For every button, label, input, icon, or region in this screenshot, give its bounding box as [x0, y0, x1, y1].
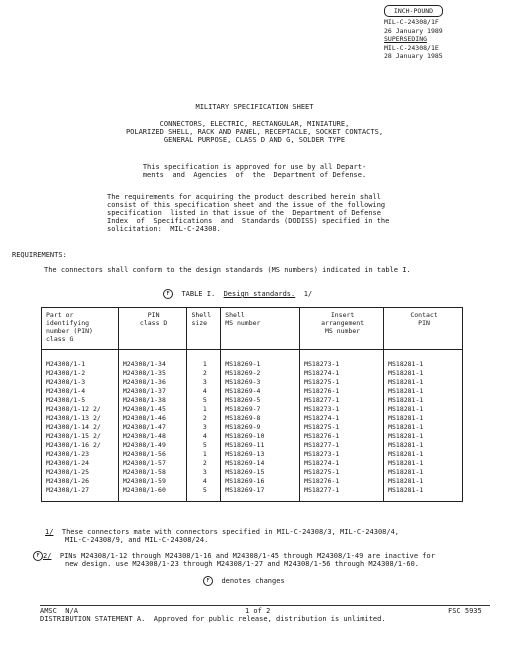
- table-row: [42, 396, 463, 405]
- cell-shell-size: 4: [187, 477, 221, 486]
- table-row: [42, 423, 463, 432]
- cell-pin-class-d: M24308/1-56: [118, 450, 187, 459]
- acquisition-line-4: Index of Specifications and Standards (DODISS) specified in the: [107, 217, 390, 225]
- cell-pin-class-d: M24308/1-35: [118, 369, 187, 378]
- header-contact-pin: Contact PIN: [384, 308, 463, 350]
- cell-shell-ms: MS18269-13: [221, 450, 300, 459]
- cell-shell-size: 1: [187, 360, 221, 369]
- cell-insert-ms: MS18273-1: [300, 450, 384, 459]
- cell-pin-class-d: M24308/1-38: [118, 396, 187, 405]
- cell-shell-size: 5: [187, 486, 221, 495]
- cell-insert-ms: MS18276-1: [300, 477, 384, 486]
- cell-contact-pin: MS18281-1: [384, 396, 463, 405]
- cell-part: M24308/1-16 2/: [42, 441, 119, 450]
- cell-insert-ms: MS18275-1: [300, 378, 384, 387]
- cell-contact-pin: MS18281-1: [384, 405, 463, 414]
- cell-shell-ms: MS18269-4: [221, 387, 300, 396]
- cell-insert-ms: MS18274-1: [300, 369, 384, 378]
- change-mark-icon: F: [33, 551, 43, 561]
- note-2-mark: 2/: [43, 552, 52, 560]
- note-1-line-2: MIL-C-24308/9, and MIL-C-24308/24.: [65, 536, 209, 544]
- cell-shell-ms: MS18269-14: [221, 459, 300, 468]
- cell-shell-size: 2: [187, 369, 221, 378]
- cell-pin-class-d: M24308/1-60: [118, 486, 187, 495]
- cell-shell-ms: MS18269-1: [221, 360, 300, 369]
- cell-shell-ms: MS18269-10: [221, 432, 300, 441]
- cell-pin-class-d: M24308/1-36: [118, 378, 187, 387]
- cell-contact-pin: MS18281-1: [384, 486, 463, 495]
- cell-part: M24308/1-25: [42, 468, 119, 477]
- table-row: [42, 450, 463, 459]
- approval-line-2: ments and Agencies of the Department of Defense.: [142, 171, 367, 179]
- cell-contact-pin: MS18281-1: [384, 414, 463, 423]
- table-caption-prefix: TABLE I.: [181, 290, 216, 298]
- cell-insert-ms: MS18277-1: [300, 396, 384, 405]
- cell-insert-ms: MS18276-1: [300, 387, 384, 396]
- cell-insert-ms: MS18277-1: [300, 441, 384, 450]
- cell-shell-size: 2: [187, 414, 221, 423]
- fsc-code: FSC 5935: [448, 607, 482, 615]
- cell-part: M24308/1-15 2/: [42, 432, 119, 441]
- requirements-heading: REQUIREMENTS:: [12, 251, 67, 259]
- acquisition-line-3: specification listed in that issue of the Department of Defense: [107, 209, 381, 217]
- doc-date: 26 January 1989: [384, 26, 443, 35]
- cell-insert-ms: MS18275-1: [300, 468, 384, 477]
- change-mark-icon: F: [163, 289, 173, 299]
- cell-pin-class-d: M24308/1-37: [118, 387, 187, 396]
- cell-pin-class-d: M24308/1-47: [118, 423, 187, 432]
- cell-shell-size: 5: [187, 396, 221, 405]
- header-shell-ms: Shell MS number: [221, 308, 300, 350]
- note-1-line-1: These connectors mate with connectors specified in MIL-C-24308/3, MIL-C-24308/4,: [61, 528, 400, 536]
- table-row: [42, 414, 463, 423]
- cell-shell-ms: MS18269-15: [221, 468, 300, 477]
- cell-shell-ms: MS18269-5: [221, 396, 300, 405]
- cell-part: M24308/1-13 2/: [42, 414, 119, 423]
- table-caption-note: 1/: [303, 290, 313, 298]
- cell-insert-ms: MS18273-1: [300, 405, 384, 414]
- header-shell-size: Shell size: [187, 308, 221, 350]
- distribution-statement: DISTRIBUTION STATEMENT A. Approved for public release, distribution is unlimited.: [40, 615, 386, 623]
- cell-insert-ms: MS18273-1: [300, 360, 384, 369]
- cell-part: M24308/1-14 2/: [42, 423, 119, 432]
- table-row: [42, 387, 463, 396]
- changes-legend-text: denotes changes: [221, 577, 285, 585]
- cell-insert-ms: MS18274-1: [300, 459, 384, 468]
- cell-insert-ms: MS18275-1: [300, 423, 384, 432]
- cell-shell-size: 2: [187, 459, 221, 468]
- change-mark-icon: F: [203, 576, 213, 586]
- cell-pin-class-d: M24308/1-49: [118, 441, 187, 450]
- cell-insert-ms: MS18276-1: [300, 432, 384, 441]
- table-row: [42, 378, 463, 387]
- cell-insert-ms: MS18274-1: [300, 414, 384, 423]
- table-row: [42, 468, 463, 477]
- table-row: [42, 441, 463, 450]
- cell-contact-pin: MS18281-1: [384, 450, 463, 459]
- header-insert-ms: Insert arrangement MS number: [300, 308, 384, 350]
- cell-shell-ms: MS18269-3: [221, 378, 300, 387]
- header-part: Part or identifying number (PIN) class G: [42, 308, 119, 350]
- table-caption-title: Design standards.: [223, 290, 296, 298]
- cell-shell-size: 4: [187, 432, 221, 441]
- title-line-2: POLARIZED SHELL, RACK AND PANEL, RECEPTACLE, SOCKET CONTACTS,: [125, 128, 384, 136]
- cell-contact-pin: MS18281-1: [384, 387, 463, 396]
- acquisition-line-5: solicitation: MIL-C-24308.: [107, 225, 221, 233]
- table-row: [42, 360, 463, 369]
- cell-contact-pin: MS18281-1: [384, 423, 463, 432]
- doc-number: MIL-C-24308/1F: [384, 18, 439, 26]
- cell-shell-ms: MS18269-11: [221, 441, 300, 450]
- superseded-number: MIL-C-24308/1E: [384, 43, 439, 52]
- page-number: 1 of 2: [245, 607, 271, 615]
- cell-contact-pin: MS18281-1: [384, 477, 463, 486]
- cell-part: M24308/1-3: [42, 378, 119, 387]
- cell-contact-pin: MS18281-1: [384, 432, 463, 441]
- table-row: [42, 477, 463, 486]
- cell-shell-ms: MS18269-7: [221, 405, 300, 414]
- note-2-line-2: new design. use M24308/1-23 through M24308/1-27 and M24308/1-56 through M24308/1-60.: [65, 560, 420, 568]
- cell-insert-ms: MS18277-1: [300, 486, 384, 495]
- acquisition-line-2: consist of this specification sheet and the issue of the following: [107, 201, 386, 209]
- cell-pin-class-d: M24308/1-45: [118, 405, 187, 414]
- cell-shell-ms: MS18269-16: [221, 477, 300, 486]
- table-spacer-row: [42, 350, 463, 361]
- cell-part: M24308/1-24: [42, 459, 119, 468]
- footer-divider: [40, 605, 490, 606]
- note-1: [45, 528, 399, 536]
- cell-shell-size: 1: [187, 450, 221, 459]
- cell-shell-size: 4: [187, 387, 221, 396]
- superseded-date: 28 January 1985: [384, 52, 443, 61]
- cell-contact-pin: MS18281-1: [384, 459, 463, 468]
- table-row: [42, 369, 463, 378]
- cell-pin-class-d: M24308/1-57: [118, 459, 187, 468]
- amsc-label: AMSC N/A: [40, 607, 78, 615]
- cell-part: M24308/1-12 2/: [42, 405, 119, 414]
- note-2-line-1: PINs M24308/1-12 through M24308/1-16 and M24308/1-45 through M24308/1-49 are inactive for: [59, 552, 435, 560]
- cell-shell-size: 3: [187, 468, 221, 477]
- table-bottom-row: [42, 495, 463, 502]
- table-row: [42, 486, 463, 495]
- cell-part: M24308/1-23: [42, 450, 119, 459]
- table-caption: [163, 289, 312, 299]
- table-row: [42, 405, 463, 414]
- cell-part: M24308/1-27: [42, 486, 119, 495]
- requirements-text: The connectors shall conform to the design standards (MS numbers) indicated in table I.: [44, 266, 411, 274]
- cell-pin-class-d: M24308/1-34: [118, 360, 187, 369]
- sheet-title: MILITARY SPECIFICATION SHEET: [195, 103, 314, 111]
- cell-part: M24308/1-4: [42, 387, 119, 396]
- table-header-row: [42, 308, 463, 350]
- superseding-label: SUPERSEDING: [384, 35, 428, 44]
- changes-legend: [203, 576, 285, 586]
- cell-shell-ms: MS18269-17: [221, 486, 300, 495]
- table-row: [42, 432, 463, 441]
- cell-contact-pin: MS18281-1: [384, 441, 463, 450]
- cell-shell-ms: MS18269-2: [221, 369, 300, 378]
- title-line-3: GENERAL PURPOSE, CLASS D AND G, SOLDER TYPE: [163, 136, 346, 144]
- cell-shell-size: 5: [187, 441, 221, 450]
- title-line-1: CONNECTORS, ELECTRIC, RECTANGULAR, MINIATURE,: [159, 120, 350, 128]
- cell-shell-ms: MS18269-9: [221, 423, 300, 432]
- cell-contact-pin: MS18281-1: [384, 378, 463, 387]
- cell-shell-size: 3: [187, 423, 221, 432]
- cell-shell-size: 3: [187, 378, 221, 387]
- cell-shell-ms: MS18269-8: [221, 414, 300, 423]
- cell-shell-size: 1: [187, 405, 221, 414]
- cell-contact-pin: MS18281-1: [384, 468, 463, 477]
- cell-pin-class-d: M24308/1-46: [118, 414, 187, 423]
- cell-contact-pin: MS18281-1: [384, 369, 463, 378]
- cell-pin-class-d: M24308/1-58: [118, 468, 187, 477]
- note-1-mark: 1/: [45, 528, 54, 536]
- acquisition-line-1: The requirements for acquiring the product described herein shall: [107, 193, 381, 201]
- header-pin-class-d: PIN class D: [118, 308, 187, 350]
- cell-pin-class-d: M24308/1-59: [118, 477, 187, 486]
- approval-line-1: This specification is approved for use by all Depart-: [142, 163, 367, 171]
- cell-part: M24308/1-2: [42, 369, 119, 378]
- document-header: [384, 18, 443, 61]
- inch-pound-tag: INCH-POUND: [384, 5, 443, 17]
- table-row: [42, 459, 463, 468]
- cell-part: M24308/1-1: [42, 360, 119, 369]
- cell-part: M24308/1-26: [42, 477, 119, 486]
- design-standards-table: [41, 307, 463, 502]
- cell-contact-pin: MS18281-1: [384, 360, 463, 369]
- cell-part: M24308/1-5: [42, 396, 119, 405]
- cell-pin-class-d: M24308/1-48: [118, 432, 187, 441]
